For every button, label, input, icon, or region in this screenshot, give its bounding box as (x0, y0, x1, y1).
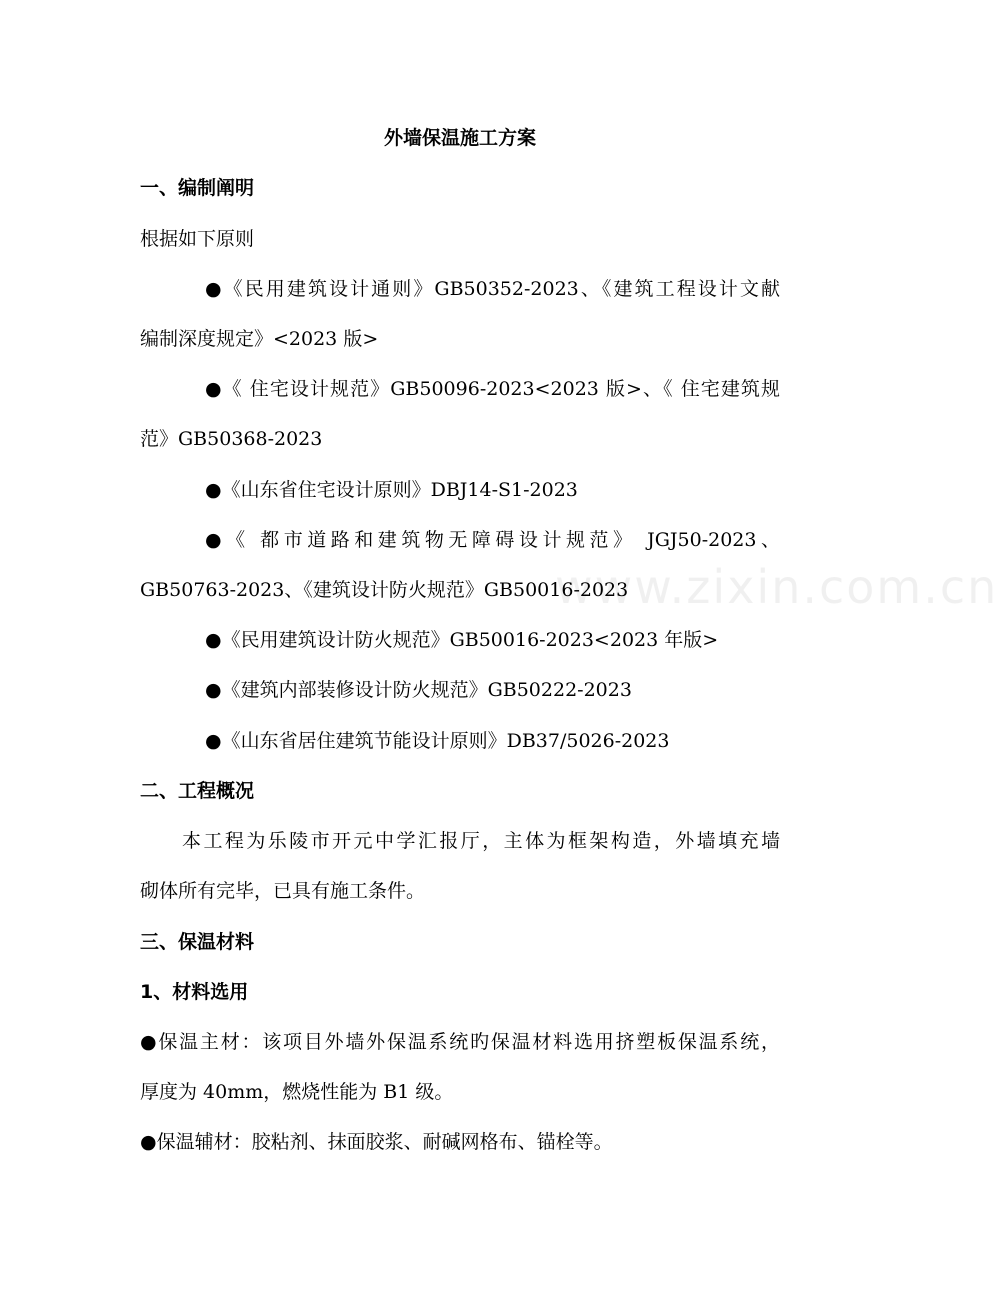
document-title: 外墙保温施工方案 (383, 127, 536, 149)
main-material-line-2: 厚度为 40mm，燃烧性能为 B1 级。 (140, 1081, 454, 1103)
basis-intro: 根据如下原则 (140, 228, 255, 250)
overview-line-2: 砌体所有完毕，已具有施工条件。 (140, 880, 426, 902)
watermark: www.zixin.com.cn (555, 560, 998, 614)
bullet-5: ●《民用建筑设计防火规范》GB50016-2023<2023 年版> (205, 629, 719, 651)
bullet-6: ●《建筑内部装修设计防火规范》GB50222-2023 (205, 679, 632, 701)
bullet-2-line-2: 范》GB50368-2023 (140, 428, 323, 450)
section-heading-3: 三、保温材料 (140, 931, 255, 953)
bullet-4-line-2: GB50763-2023、《建筑设计防火规范》GB50016-2023 (140, 579, 629, 601)
overview-line-1: 本工程为乐陵市开元中学汇报厅，主体为框架构造，外墙填充墙 (182, 830, 780, 852)
bullet-3: ●《山东省住宅设计原则》DBJ14-S1-2023 (205, 479, 578, 501)
section-heading-2: 二、工程概况 (140, 780, 255, 802)
section-heading-1: 一、编制阐明 (140, 177, 255, 199)
bullet-1-line-1: ●《民用建筑设计通则》GB50352-2023、《建筑工程设计文献 (205, 278, 780, 300)
bullet-1-line-2: 编制深度规定》<2023 版> (140, 328, 379, 350)
bullet-7: ●《山东省居住建筑节能设计原则》DB37/5026-2023 (205, 730, 670, 752)
aux-material: ●保温辅材：胶粘剂、抹面胶浆、耐碱网格布、锚栓等。 (140, 1131, 613, 1153)
subsection-heading-1: 1、材料选用 (140, 981, 249, 1003)
bullet-4-line-1: ●《 都市道路和建筑物无障碍设计规范》 JGJ50-2023、 (205, 529, 780, 551)
main-material-line-1: ●保温主材：该项目外墙外保温系统旳保温材料选用挤塑板保温系统， (140, 1031, 780, 1053)
bullet-2-line-1: ●《 住宅设计规范》GB50096-2023<2023 版>、《 住宅建筑规 (205, 378, 780, 400)
